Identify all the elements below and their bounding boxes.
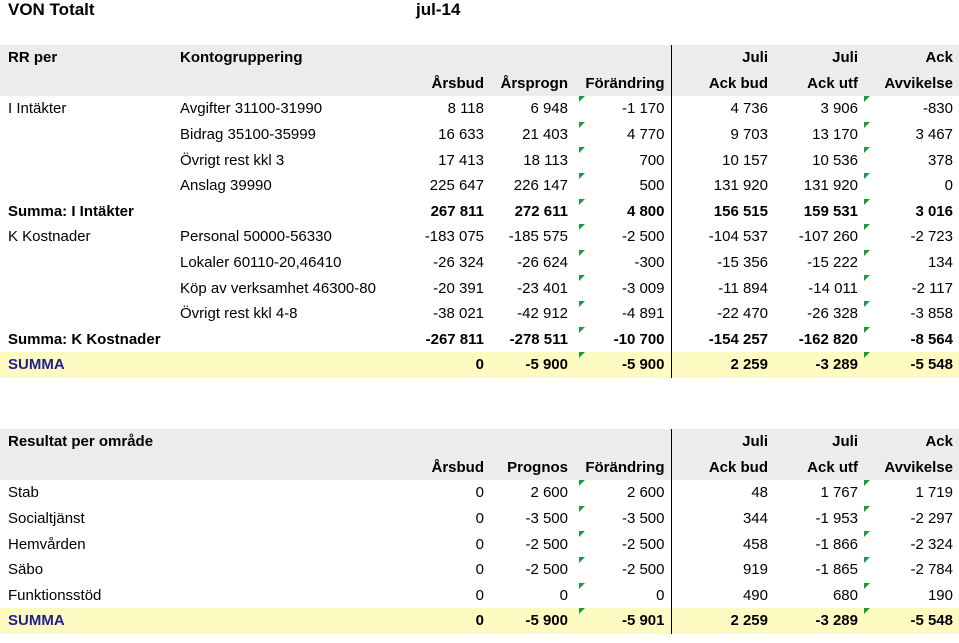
cell: -15 222 (807, 254, 858, 272)
cell: Ack bud (671, 71, 774, 97)
cell: 6 948 (530, 100, 568, 118)
rr-table (0, 45, 959, 378)
cell: -5 548 (864, 608, 959, 634)
cell: -300 (579, 250, 671, 276)
cell: 225 647 (429, 177, 484, 195)
cell: 17 413 (438, 151, 484, 169)
cell: -8 564 (864, 327, 959, 353)
cell: -2 500 (579, 224, 671, 250)
cell: -2 324 (864, 531, 959, 557)
table-row (0, 301, 959, 327)
cell (172, 71, 408, 97)
cell: SUMMA (0, 608, 408, 634)
cell: -3 289 (774, 608, 864, 634)
cell: Lokaler 60110-20,46410 (180, 254, 342, 272)
cell: 3 016 (864, 199, 959, 225)
cell: -183 075 (424, 228, 484, 246)
cell: Ack (864, 429, 959, 455)
cell: 10 157 (671, 147, 774, 173)
cell: Köp av verksamhet 46300-80 (180, 279, 376, 297)
cell: Ack utf (774, 71, 864, 97)
cell: 16 633 (438, 126, 484, 144)
cell: Resultat per område (0, 429, 408, 455)
cell: 2 600 (579, 480, 671, 506)
table-row (0, 147, 959, 173)
table-row (0, 583, 959, 609)
cell: -107 260 (798, 228, 858, 246)
cell: 378 (864, 147, 959, 173)
cell: Juli (774, 45, 864, 71)
cell: -162 820 (798, 330, 858, 348)
cell: -15 356 (671, 250, 774, 276)
cell: 0 (579, 583, 671, 609)
table-row (0, 275, 959, 301)
cell: -3 858 (864, 301, 959, 327)
table-row (0, 557, 959, 583)
header-row (0, 455, 959, 481)
cell: -2 784 (864, 557, 959, 583)
cell: -20 391 (433, 279, 484, 297)
cell: Övrigt rest kkl 3 (180, 151, 285, 169)
cell: 1 767 (820, 484, 858, 502)
cell: 0 (475, 484, 484, 502)
cell: 1 719 (864, 480, 959, 506)
cell: 490 (671, 583, 774, 609)
table-row (0, 224, 959, 250)
cell: Summa: I Intäkter (8, 202, 134, 220)
cell: 458 (671, 531, 774, 557)
cell: Avgifter 31100-31990 (180, 100, 323, 118)
cell: Årsbud (408, 71, 490, 97)
cell: 2 259 (671, 608, 774, 634)
cell: Ack (864, 45, 959, 71)
cell: Avvikelse (864, 455, 959, 481)
cell: Ack bud (671, 455, 774, 481)
cell: -830 (864, 96, 959, 122)
cell (0, 301, 172, 327)
cell (0, 173, 172, 199)
cell: 190 (864, 583, 959, 609)
cell: Bidrag 35100-35999 (180, 126, 316, 144)
cell: RR per (0, 45, 172, 71)
cell (172, 327, 408, 353)
cell: -2 723 (864, 224, 959, 250)
subtotal-row (0, 199, 959, 225)
cell: Förändring (579, 71, 671, 97)
cell: -185 575 (508, 228, 568, 246)
cell: -10 700 (579, 327, 671, 353)
cell: Kontogruppering (172, 45, 408, 71)
cell (408, 429, 490, 455)
cell: -104 537 (671, 224, 774, 250)
cell: 9 703 (671, 122, 774, 148)
cell: -2 500 (525, 561, 568, 579)
cell: Årsprogn (490, 71, 574, 97)
cell: Juli (671, 45, 774, 71)
report-period: jul-14 (416, 0, 461, 19)
cell: Ack utf (774, 455, 864, 481)
cell: -3 500 (525, 510, 568, 528)
cell: -154 257 (671, 327, 774, 353)
cell: -26 324 (433, 254, 484, 272)
cell: 344 (671, 506, 774, 532)
cell: 156 515 (671, 199, 774, 225)
cell: 226 147 (513, 177, 568, 195)
cell: 272 611 (514, 202, 568, 220)
cell: 159 531 (803, 202, 858, 220)
cell: Juli (671, 429, 774, 455)
cell: 2 600 (530, 484, 568, 502)
cell: 680 (832, 586, 858, 604)
cell: -1 866 (815, 535, 858, 553)
total-row (0, 352, 959, 378)
cell (0, 455, 408, 481)
table-row (0, 173, 959, 199)
cell: Summa: K Kostnader (8, 330, 161, 348)
cell: 0 (475, 586, 484, 604)
cell (408, 45, 490, 71)
cell: -1 865 (815, 561, 858, 579)
cell: Funktionsstöd (8, 586, 102, 604)
cell: Stab (8, 484, 39, 502)
cell: 267 811 (430, 202, 484, 220)
cell (490, 45, 574, 71)
cell (0, 250, 172, 276)
cell: -42 912 (517, 305, 568, 323)
header-row (0, 71, 959, 97)
cell: Socialtjänst (8, 510, 85, 528)
cell: -5 901 (579, 608, 671, 634)
cell: SUMMA (0, 352, 172, 378)
cell: -2 117 (864, 275, 959, 301)
cell: -5 900 (490, 608, 574, 634)
cell: 8 118 (447, 100, 484, 118)
cell: -2 500 (579, 557, 671, 583)
cell: -2 500 (525, 535, 568, 553)
cell: I Intäkter (8, 100, 67, 118)
cell (172, 199, 408, 225)
cell: 18 113 (523, 151, 568, 169)
cell: 21 403 (522, 126, 568, 144)
cell: -5 900 (490, 352, 574, 378)
cell: Prognos (490, 455, 574, 481)
cell: -278 511 (509, 330, 568, 348)
table-row (0, 250, 959, 276)
cell (172, 352, 408, 378)
cell: Övrigt rest kkl 4-8 (180, 305, 298, 323)
cell: 0 (475, 510, 484, 528)
cell: -2 500 (579, 531, 671, 557)
cell: 3 906 (820, 100, 858, 118)
cell: Säbo (8, 561, 44, 579)
cell: 0 (475, 535, 484, 553)
cell: K Kostnader (8, 228, 91, 246)
cell: 48 (671, 480, 774, 506)
cell (0, 147, 172, 173)
cell: 3 467 (864, 122, 959, 148)
cell: 500 (579, 173, 671, 199)
cell: 131 920 (671, 173, 774, 199)
cell: 0 (864, 173, 959, 199)
area-table (0, 429, 959, 634)
cell: -26 328 (807, 305, 858, 323)
subtotal-row (0, 327, 959, 353)
cell: 0 (475, 561, 484, 579)
cell: -26 624 (517, 254, 568, 272)
header-row (0, 45, 959, 71)
cell: 2 259 (671, 352, 774, 378)
cell: 13 170 (812, 126, 858, 144)
cell: -1 170 (579, 96, 671, 122)
cell: -38 021 (433, 305, 484, 323)
cell (0, 122, 172, 148)
cell: -23 401 (517, 279, 568, 297)
cell: Avvikelse (864, 71, 959, 97)
cell: 0 (408, 608, 490, 634)
table-row (0, 480, 959, 506)
cell: -2 297 (864, 506, 959, 532)
table-row (0, 96, 959, 122)
cell (0, 71, 172, 97)
cell (579, 429, 671, 455)
cell: 131 920 (803, 177, 858, 195)
cell: -3 289 (774, 352, 864, 378)
table-row (0, 122, 959, 148)
cell: -5 548 (864, 352, 959, 378)
cell: Årsbud (408, 455, 490, 481)
cell: Förändring (579, 455, 671, 481)
cell: 0 (559, 586, 568, 604)
cell: 10 536 (812, 151, 858, 169)
cell: Hemvården (8, 535, 86, 553)
cell: -11 894 (671, 275, 774, 301)
cell: Personal 50000-56330 (180, 228, 332, 246)
cell: -267 811 (425, 330, 484, 348)
cell (490, 429, 574, 455)
report-title: VON Totalt (8, 0, 95, 19)
cell: -3 500 (579, 506, 671, 532)
cell: 0 (408, 352, 490, 378)
total-row (0, 608, 959, 634)
cell: Anslag 39990 (180, 177, 272, 195)
cell: 4 770 (579, 122, 671, 148)
cell: 919 (671, 557, 774, 583)
cell: 700 (579, 147, 671, 173)
cell: 4 800 (579, 199, 671, 225)
table-row (0, 531, 959, 557)
cell: -22 470 (671, 301, 774, 327)
cell: -3 009 (579, 275, 671, 301)
table-row (0, 506, 959, 532)
cell (579, 45, 671, 71)
cell: -14 011 (808, 279, 858, 297)
cell: -4 891 (579, 301, 671, 327)
header-row (0, 429, 959, 455)
cell: 134 (864, 250, 959, 276)
cell: -5 900 (579, 352, 671, 378)
cell: Juli (774, 429, 864, 455)
cell: 4 736 (671, 96, 774, 122)
cell: -1 953 (815, 510, 858, 528)
cell (0, 275, 172, 301)
